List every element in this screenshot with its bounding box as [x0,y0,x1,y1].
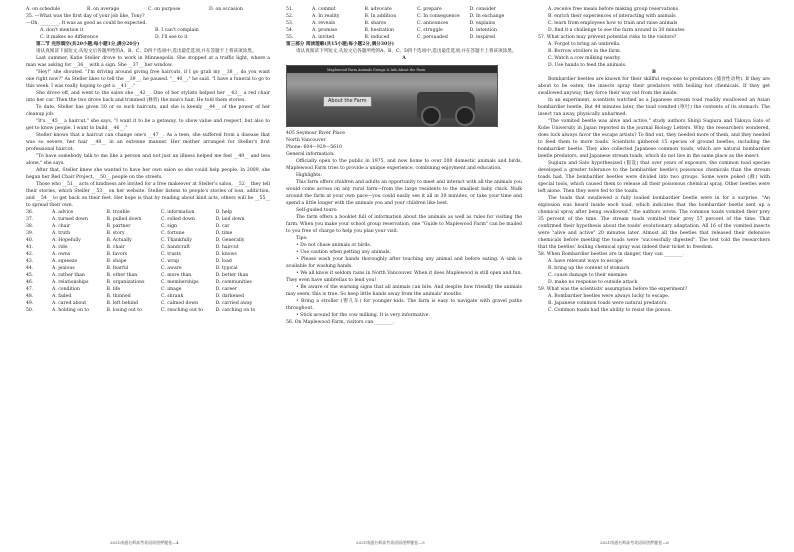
option-line: D. Use hands to feed the animals. [548,63,627,68]
option-b: B. life [106,287,121,292]
paragraph: Those who __51__ acts of kindness are invited for a free makeover at Steller's salon, __52__ they tell their stories, which Steller __53__ on her website. Steller listens to people's stories of loss, addiction, and __54__ to get back on their feet. Her hope is that by reading about kind acts, others will be __55__ to spread their own. [26,182,270,208]
option-a: A. reveals [312,21,336,26]
option-c: C. fortune [161,231,185,236]
option-b: B. induced [364,35,390,40]
option-c: C. Thankfully [161,238,192,243]
option-b: B. pulled down [106,217,142,222]
question-59-options [538,293,770,314]
paragraph: Steller knows that a haircut can change one's __47__. As a teen, she suffered from a disease that was so severe, her hair __48__ in an extreme manner. Her mother arranged for Steller's first professional haircut. [26,133,270,152]
option-b: B. thinned [106,294,131,299]
paragraph: "It's __45__ a haircut," she says, "I want it to be a getaway, to show value and respect, but also to get to know people. I want to build __46__." [26,119,270,131]
question-56-options [538,6,770,34]
question-number: 37. [26,217,34,222]
option-a: A. ride [52,245,68,250]
option-b: B. trouble [106,210,130,215]
option-b: B. shares [364,21,387,26]
paragraph: • Do not chase animals or birds. [296,243,372,248]
photo-label: About the Farm [323,96,372,107]
option-c: C. In consequence [417,14,460,19]
question-59: 59. What was the scientists' assumption before the experiment? [538,287,688,292]
option-b: B. left behind [106,301,138,306]
option-row [26,293,270,300]
option-c: C. information [161,210,195,215]
question-number: 53. [286,21,294,26]
tractor-wheel [421,106,441,126]
option-c: C. persuaded [417,35,448,40]
option-row [26,237,270,244]
paragraph: To date, Steller has given 30 or so such haircuts, and she is keenly __44__ of the power of her cleanup job. [26,105,270,117]
paragraph: "To have somebody talk to me like a person and not just an illness helped me feel __49__ and less alone," she says. [26,154,270,166]
question-number: 38. [26,224,34,229]
paragraph: • Use caution when petting any animals. [296,250,391,255]
option-d: D. catching on to [215,308,256,313]
question-number: 36. [26,210,34,215]
option-d: D. help [215,210,233,215]
option-a: A. advice [52,210,74,215]
option-d: D. better than [215,273,249,278]
paragraph: Bombardier beetles are known for their skillful response to predators (捕食性动物). If they are about to be eaten, the insects spray their predators with boiling hot chemicals. If they get swallowed anyway, they force their way out from the inside. [538,77,770,96]
option-line: A. Forget to bring an umbrella. [548,42,621,47]
option-row [286,20,522,27]
option-a: A. squeeze [52,259,78,264]
paragraph: The farm offers a booklet full of information about the animals as well as rules for visiting the farm. When you make your school group reservation, one "Guide to Maplewood Farm" can be mailed to you free of charge to help you plan your visit. [286,215,522,234]
question-35: 35. —What was the first day of your job like, Tony? [26,14,145,19]
option-d: D. inspired [469,35,495,40]
option-line: North Vancouver [286,138,326,143]
option-a: A. In reality [312,14,340,19]
farm-photo [286,65,498,127]
option-c: C. wrap [161,259,180,264]
option-d: D. carried away [215,301,253,306]
option-b: B. other than [106,273,138,278]
option-a: A. truth [52,231,71,236]
paragraph: In an experiment, scientists watched as a Japanese stream toad readily swallowed an Asian bombardier beetle. But 44 minutes later, the toad vomited (呕吐) the contents of its stomach. The insect ran away, physically unharmed. [538,98,770,117]
option-d: D. darkened [215,294,244,299]
option-c: C. sign [161,224,177,229]
paragraph: • Please wash your hands thoroughly after touching any animal and before eating. A sink is available for washing hands. [286,257,522,269]
option-d: D. time [215,231,233,236]
paragraph: "Hey!" she shouted. "I'm driving around giving free haircuts, if I go grab my __38__, do you want one right now?" As Steller likes to tell the __39__, he paused. "__40__," he said. "I have a funeral to go to this week. I was really hoping to get a __41__." [26,70,270,89]
option-d: D. car [215,224,230,229]
option-row [26,251,270,258]
option-c: C. trusts [161,252,181,257]
option-b: B. partner [106,224,131,229]
option-line: B. Japanese common toads were natural predators. [548,301,668,306]
option-a: A. faded [52,294,72,299]
option-a: A. owns [52,252,71,257]
passage-label-a: A [402,56,406,61]
option-row [26,230,270,237]
option-line: C. learn from employees how to train and raise animals [548,21,678,26]
section-instructions: 请认真阅读下面短文,从短文后各题所给的A、B、C、D四个选项中,选出最佳选项,并在答题卡上将该项涂黑。 [36,49,257,54]
option-line: A. Bombardier beetles were always lucky to escape. [548,294,670,299]
question-number: 49. [26,301,34,306]
option-b: B. fearful [106,266,129,271]
option-c: C. calmed down [161,301,199,306]
option-b: B. shape [106,259,127,264]
option-d: D. communities [215,280,252,285]
question-number: 54. [286,28,294,33]
option-a: A. on schedule [26,7,61,12]
question-number: 39. [26,231,34,236]
option-line: D. make no response to outside attack [548,280,638,285]
option-row [286,27,522,34]
option-c: C. on purpose [148,7,181,12]
question-58: 58. When Bombardier beetles are in danger, they can ________. [538,252,685,257]
paragraph: Highlights: [296,173,322,178]
paragraph: After that, Steller knew she wanted to have her own salon so she could help people. In 2009, she began her Red Chair Project, __50__ people on the streets. [26,168,270,180]
option-row [26,300,270,307]
option-a: A. condition [52,287,80,292]
option-row [26,265,270,272]
option-line: A. have relevant ways to escape [548,259,623,264]
question-number: 42. [26,252,34,257]
question-57-options [538,41,770,69]
option-b: B. advocate [364,7,392,12]
option-b: B. on average [87,7,120,12]
option-row [26,279,270,286]
option-row-34 [26,6,270,13]
option-line: B. Borrow strollers in the farm. [548,49,622,54]
option-c: C. announces [417,21,449,26]
page-footer-middle: 2021南通名师高考英语原创押题卷—5 [356,540,425,545]
option-c: C. it makes no difference [40,35,99,40]
option-row-35b [26,34,270,41]
option-c: C. reaching out to [161,308,203,313]
option-c: C. shrank [161,294,184,299]
option-b: B. In addition [364,14,397,19]
option-a: A. Hopefully [52,238,81,243]
question-number: 50. [26,308,34,313]
question-number: 40. [26,238,34,243]
option-line: C. Watch a cow milking nearby. [548,56,622,61]
option-d: D. In exchange [469,14,505,19]
paragraph: • Stick around for the cow milking. It is very informative. [296,313,430,318]
option-a: A. holding on to [52,308,89,313]
section-title-cloze: 第二节 完形填空(共20小题;每小题1分,满分20分) [36,42,140,47]
question-number: 55. [286,35,294,40]
question-number: 47. [26,287,34,292]
option-b: B. organizations [106,280,145,285]
paragraph: Last summer, Katie Steller drove to work in Minneapolis. She stopped at a traffic light, where a man was asking for __36__ with a sign. She __37__ her window. [26,56,270,68]
question-number: 51. [286,7,294,12]
option-c: C. prepare [417,7,442,12]
option-row [286,13,522,20]
passage-label-b: B [652,70,656,75]
option-b: B. losing out to [106,308,142,313]
question-56: 56. On Maplewood Farm, visitors can ________. [286,320,395,325]
option-row [26,258,270,265]
photo-nav-text: Maplewood Farm Animals Groups & Info About the Farm [327,68,426,72]
option-line: A. receive free meals before making group reservations [548,7,678,12]
option-c: C. memberships [161,280,199,285]
option-a: A. cared about [52,301,87,306]
option-d: D. load [215,259,232,264]
option-row [286,6,522,13]
question-57: 57. What action may prevent potential risks to the visitors? [538,35,677,40]
cloze-options-cont [286,6,522,41]
option-c: C. handcraft [161,245,190,250]
option-line: B. bring up the content of stomach [548,266,630,271]
paragraph: She drove off, and went to the salon she __42__. One of her stylists helped her __43__ a red chair into her car. Then the two drove back and trimmed (修剪) the man's hair. He told them stories. [26,91,270,103]
passage-a-body [286,158,522,319]
cloze-passage [26,55,270,209]
option-b: B. chair [106,245,125,250]
paragraph: Tips: [296,236,308,241]
option-row [286,34,522,41]
option-a: A. commit [312,7,336,12]
cloze-options [26,209,270,314]
option-d: D. on occasion [209,7,243,12]
option-row [26,223,270,230]
question-number: 52. [286,14,294,19]
option-a: A. chair [52,224,71,229]
option-line: C. cause damage to their enemies [548,273,627,278]
option-a: A. jealous [52,266,75,271]
option-line: General information: [286,152,335,157]
farm-address [286,130,522,158]
option-c: C. image [161,287,182,292]
paragraph: The toads that swallowed a fully loaded bombardier beetle were in for a surprise. "An explosion was heard inside each toad, which indicates that the bombardier beetle sent up a chemical spray after being swallowed," the authors wrote. The common toads vomited their prey 35 percent of the time. The stream toads vomited their prey 57 percent of the time. That confirmed their hypothesis about the toads' evolutionary adaptation. All 16 of the vomited insects were "alive and active" 20 minutes later. Almost all the beetles that released their defensive chemicals before meeting the toads were "successfully digested". The test told the researchers that the beetles' boiling chemical spray was indeed their ticket to freedom. [538,196,770,250]
option-d: D. Generally [215,238,245,243]
page-footer-right: 2021南通名师高考英语原创押题卷—6 [600,540,669,545]
column-right [538,6,770,314]
option-row [26,244,270,251]
page-footer-left: 2021南通名师高考英语原创押题卷—4 [110,540,179,545]
paragraph: Self-guided tours: [296,208,338,213]
section-instructions: 请认真阅读下列短文,从短文后各题所给的A、B、C、D四个选项中,选出最佳选项,并在答题卡上将该项涂黑。 [296,49,517,54]
option-row-35a [26,27,270,34]
option-row [26,307,270,314]
paragraph: This farm offers children and adults an opportunity to meet and interact with all the animals you would come across on any rural farm—from the large residents to the smallest baby chick. Walk around the farm at your own pace—you could easily see it all in 30 minutes, or take your time and spend a little longer with the animals you and your children like best. [286,180,522,206]
option-line: 405 Seymour River Place [286,131,345,136]
option-line: B. enrich their experiences of interacting with animals [548,14,676,19]
option-a: A. invited [312,35,335,40]
option-line: Phone: 604—929—5610 [286,145,342,150]
paragraph: "The vomited beetle was alive and active," study authors Shinji Sugiura and Takuya Sato of Kobe University in Japan reported in the journal Biology Letters. Why, the researchers wondered, does luck always favor the escape artists? To find out, they needed more of them, and they needed to feed them to more toads. Scientists gathered 15 species of ground beetles, including the bombardier beetle. They also collected Japanese common toads, which are natural bombardier beetle predators, and Japanese stream toads, which do not live in the same place as the insect. [538,119,770,159]
column-left [26,6,270,314]
option-d: D. explains [469,21,496,26]
option-d: D. I'll see to it [155,35,188,40]
option-a: A. don't mention it [40,28,84,33]
option-line: C. Common toads had the ability to resist the poison. [548,308,672,313]
passage-b-body [538,76,770,251]
option-a: A. turned down [52,217,88,222]
question-number: 44. [26,266,34,271]
option-row [26,272,270,279]
question-number: 43. [26,259,34,264]
option-row [26,216,270,223]
option-d: D. intention [469,28,497,33]
option-b: B. hesitation [364,28,394,33]
option-a: A. relationships [52,280,89,285]
option-c: C. struggle [417,28,443,33]
paragraph: Sugiura and Sato hypothesized (假设) that over years of exposure, the common toad species developed a greater tolerance to the bombardier beetle's poisonous chemicals than the stream toads had. The bombardier beetles were divided into two groups. Some were poked (戳) with special tools, which caused them to release all their poisonous chemical spray. Other beetles were left alone. Then they were fed to the toads. [538,161,770,194]
option-d: D. career [215,287,238,292]
option-d: D. typical [215,266,238,271]
question-number: 45. [26,273,34,278]
option-c: C. rolled down [161,217,195,222]
option-d: D. laid down [215,217,245,222]
option-b: B. favors [106,252,128,257]
option-c: C. aware [161,266,182,271]
section-title-reading: 第三部分 阅读理解(共15小题;每小题2分,满分30分) [286,42,394,47]
paragraph: • Be aware of the warning signs that all animals can bite. And despite how friendly the animals may seem, this is true. So keep little hands away from the animals' mouths. [286,285,522,297]
option-row [26,286,270,293]
question-number: 48. [26,294,34,299]
column-middle [286,6,522,326]
paragraph: • We all know it seldom rains in North Vancouver. When it does Maplewood is still open and fun. They even have umbrellas to lend you! [286,271,522,283]
option-row [26,209,270,216]
question-58-options [538,258,770,286]
tractor-wheel [455,106,475,126]
option-d: D. knows [215,252,237,257]
option-a: A. promise [312,28,338,33]
paragraph: • Bring a stroller (婴儿车) for younger kids. The farm is easy to navigate with gravel paths throughout. [286,299,522,311]
option-c: C. more than [161,273,192,278]
option-d: D. haircut [215,245,239,250]
option-line: D. find it a challenge to see the farm around in 30 minutes [548,28,685,33]
option-b: B. I can't complain [155,28,199,33]
paragraph: Officially open to the public in 1975, and now home to over 200 domestic animals and birds, Maplewood Farm tries to provide a unique experience, combining enjoyment and education. [286,159,522,171]
option-a: A. rather than [52,273,85,278]
question-number: 41. [26,245,34,250]
question-number: 46. [26,280,34,285]
option-b: B. story [106,231,125,236]
option-d: D. consider [469,7,496,12]
question-35-reply: —Oh, ________. It was as good as could be expected. [26,21,147,26]
option-b: B. Actually [106,238,132,243]
